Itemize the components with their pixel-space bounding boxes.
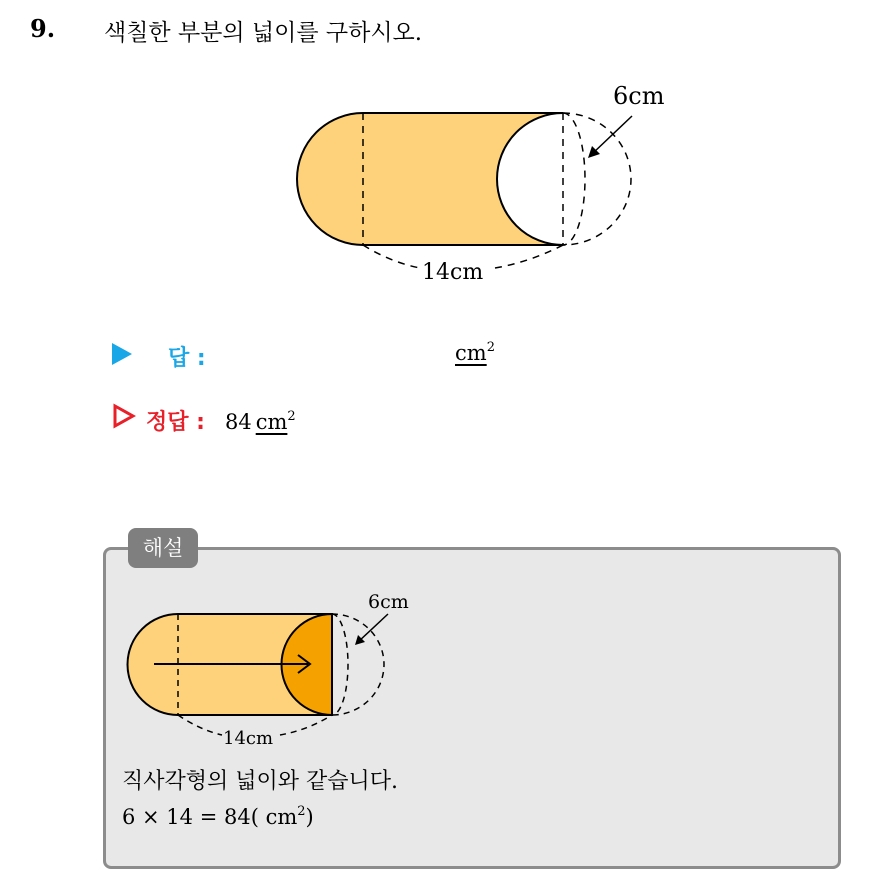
solution-diameter-arrow — [358, 614, 388, 642]
answer-unit-exp: 2 — [486, 340, 495, 355]
diameter-label: 6cm — [613, 82, 665, 110]
solution-length-brace — [178, 715, 222, 735]
correct-unit-exp: 2 — [287, 409, 296, 424]
solution-diameter-label: 6cm — [368, 591, 409, 613]
question-number: 9. — [30, 14, 56, 43]
correct-label: 정답 : — [146, 410, 205, 435]
answer-label: 답 : — [168, 346, 206, 371]
solution-dashed-ellipse — [332, 614, 348, 715]
solution-equation — [122, 804, 314, 829]
solution-text: 직사각형의 넓이와 같습니다. — [122, 769, 399, 794]
solution-equation-exp: 2 — [297, 804, 306, 819]
length-label: 14cm — [422, 260, 484, 285]
question-text: 색칠한 부분의 넓이를 구하시오. — [104, 20, 423, 46]
solution-equation-expr: 6 × 14 = 84( — [122, 805, 259, 829]
answer-unit-text: cm — [455, 341, 487, 365]
solution-length-brace-right — [280, 715, 332, 735]
correct-value: 84 — [224, 410, 252, 434]
solution-equation-unit: cm — [258, 805, 298, 829]
correct-unit-text: cm — [255, 410, 288, 434]
solution-equation-close: ) — [305, 805, 314, 829]
solution-dashed-semicircle — [332, 614, 384, 715]
solution-length-label: 14cm — [223, 728, 274, 749]
solution-badge: 해설 — [128, 528, 198, 568]
